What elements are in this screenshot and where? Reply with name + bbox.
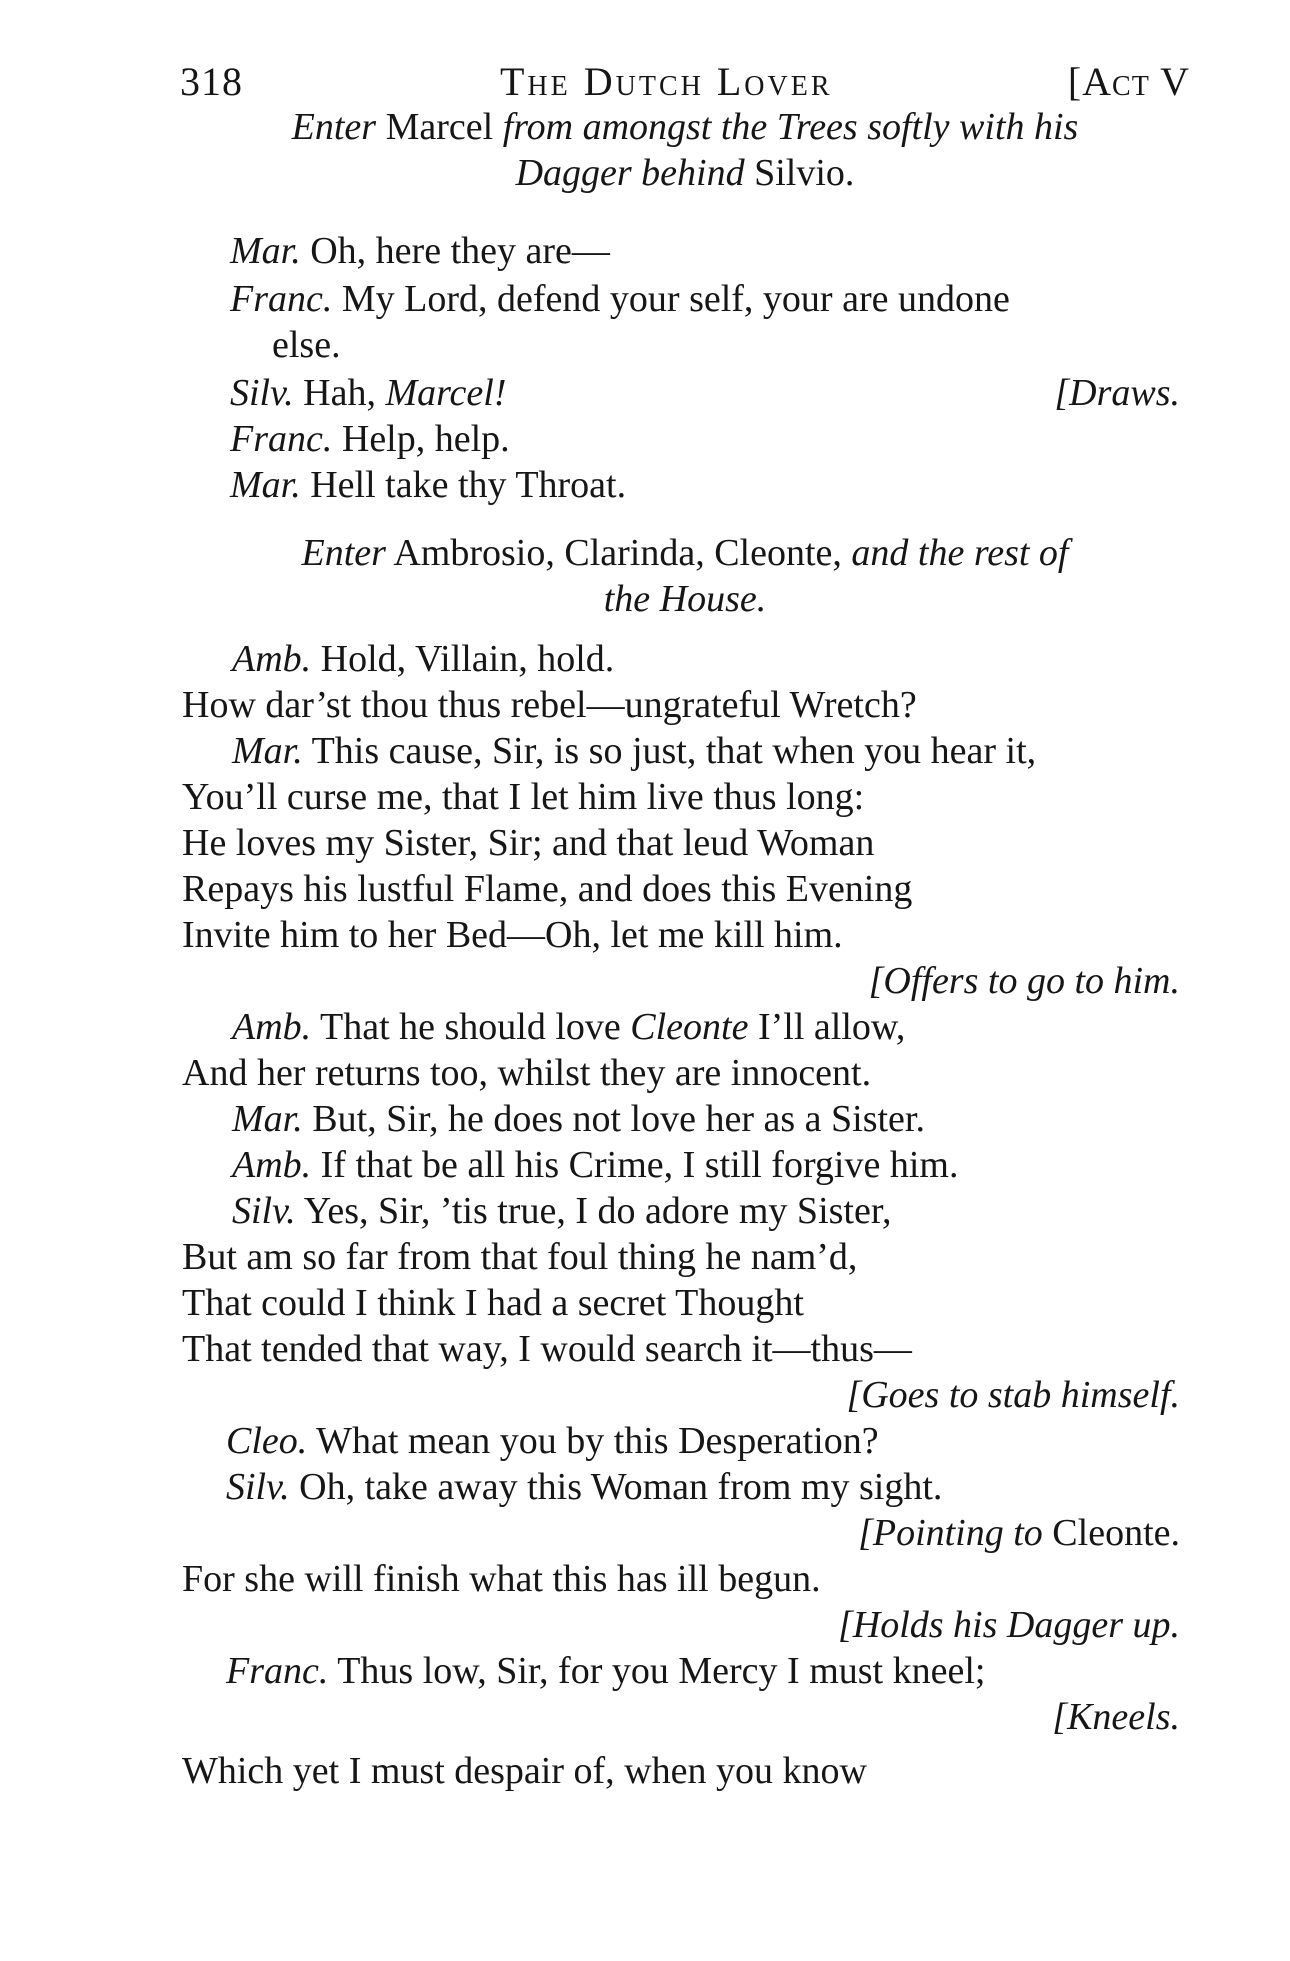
speech-line: Franc. Help, help. (230, 418, 510, 460)
stage-direction: the House. (603, 578, 767, 620)
stage-direction: [Goes to stab himself. (846, 1374, 1180, 1416)
speech-line: Franc. My Lord, defend your self, your are undone (230, 278, 1010, 320)
stage-direction: [Holds his Dagger up. (837, 1604, 1180, 1646)
stage-direction: Enter Marcel from amongst the Trees softly with his (291, 106, 1079, 148)
speaker: Amb. (232, 1006, 312, 1048)
speaker: Franc. (230, 278, 333, 320)
speaker: Silv. (226, 1466, 290, 1508)
speech-line: And her returns too, whilst they are innocent. (182, 1052, 872, 1094)
speech-line: Mar. Oh, here they are— (230, 230, 610, 272)
stage-direction: [Kneels. (1052, 1696, 1180, 1738)
speech-line: Invite him to her Bed—Oh, let me kill him. (182, 914, 843, 956)
speaker: Mar. (232, 730, 303, 772)
speaker: Amb. (232, 1144, 312, 1186)
speech-line: else. (272, 324, 341, 366)
act-marker: [Act V (1067, 59, 1190, 104)
speech-line: Amb. Hold, Villain, hold. (232, 638, 615, 680)
speech-line: How dar’st thou thus rebel—ungrateful Wretch? (182, 684, 917, 726)
speech-line: Repays his lustful Flame, and does this Evening (182, 868, 913, 910)
running-title: The Dutch Lover (500, 59, 833, 104)
speaker: Silv. (230, 372, 294, 414)
speech-line: Which yet I must despair of, when you know (182, 1750, 867, 1792)
speech-line: Amb. That he should love Cleonte I’ll allow, (232, 1006, 906, 1048)
speaker: Amb. (232, 638, 312, 680)
stage-direction: Dagger behind Silvio. (515, 152, 855, 194)
speaker: Cleo. (226, 1420, 308, 1462)
speech-line: That could I think I had a secret Thought (182, 1282, 804, 1324)
speech-line: Franc. Thus low, Sir, for you Mercy I must kneel; (226, 1650, 986, 1692)
speaker: Franc. (230, 418, 333, 460)
stage-direction: Enter Ambrosio, Clarinda, Cleonte, and the rest of (301, 532, 1069, 574)
stage-direction: [Pointing to Cleonte. (858, 1512, 1180, 1554)
speech-line: You’ll curse me, that I let him live thus long: (182, 776, 865, 818)
page-number: 318 (180, 59, 243, 104)
speech-line: Silv. Hah, Marcel! (230, 372, 507, 414)
speech-line: That tended that way, I would search it—thus— (182, 1328, 912, 1370)
speaker: Mar. (230, 464, 301, 506)
speaker: Franc. (226, 1650, 329, 1692)
speech-line: But am so far from that foul thing he nam’d, (182, 1236, 858, 1278)
speaker: Mar. (230, 230, 301, 272)
speech-line: Amb. If that be all his Crime, I still forgive him. (232, 1144, 959, 1186)
speech-line: Silv. Oh, take away this Woman from my sight. (226, 1466, 943, 1508)
speech-line: Mar. But, Sir, he does not love her as a Sister. (232, 1098, 925, 1140)
speech-line: For she will finish what this has ill begun. (182, 1558, 821, 1600)
speech-line: Cleo. What mean you by this Desperation? (226, 1420, 879, 1462)
speaker: Mar. (232, 1098, 303, 1140)
speech-line: Mar. Hell take thy Throat. (230, 464, 627, 506)
speaker: Silv. (232, 1190, 296, 1232)
speech-line: Silv. Yes, Sir, ’tis true, I do adore my Sister, (232, 1190, 892, 1232)
stage-direction: [Draws. (1054, 372, 1180, 414)
speech-line: He loves my Sister, Sir; and that leud Woman (182, 822, 875, 864)
stage-direction: [Offers to go to him. (868, 960, 1180, 1002)
speech-line: Mar. This cause, Sir, is so just, that when you hear it, (232, 730, 1037, 772)
